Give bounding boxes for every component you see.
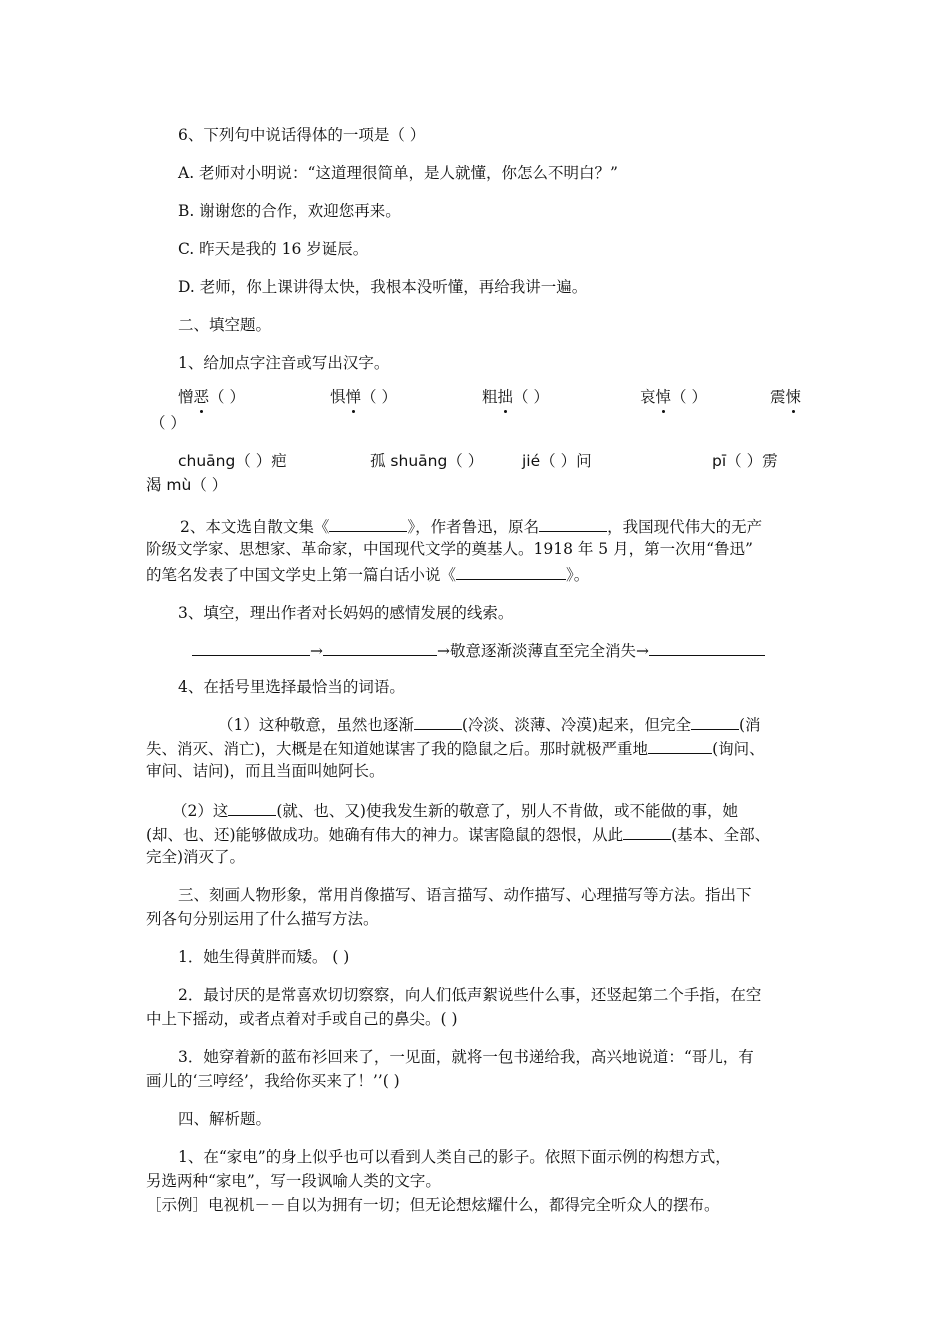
word-item-wrap: （ ）: [150, 414, 186, 432]
s2-q3-stem: 3、填空，理出作者对长妈妈的感情发展的线索。: [178, 604, 514, 622]
s3-item-2-line1: 2．最讨厌的是常喜欢切切察察，向人们低声絮说些什么事，还竖起第二个手指，在空: [178, 986, 762, 1004]
section4-title: 四、解析题。: [178, 1110, 272, 1128]
section3-title-line1: 三、刻画人物形象，常用肖像描写、语言描写、动作描写、心理描写等方法。指出下: [178, 886, 752, 904]
s3-item-3-line2: 画儿的‘三哼经’，我给你买来了！’’( ): [146, 1072, 400, 1090]
section2-title: 二、填空题。: [178, 316, 272, 334]
word-item: 震悚: [770, 388, 802, 406]
s2-q4-p1-line3: 审问、诘问)，而且当面叫她阿长。: [146, 762, 385, 780]
s2-q3-chain: → →敬意逐渐淡薄直至完全消失→: [192, 642, 765, 660]
pinyin-item: chuāng（ ）疤: [178, 452, 287, 470]
pinyin-item: pī（ ）雳: [712, 452, 778, 470]
q6-option-b: B. 谢谢您的合作，欢迎您再来。: [178, 202, 401, 220]
s3-item-3-line1: 3．她穿着新的蓝布衫回来了，一见面，就将一包书递给我，高兴地说道：“哥儿，有: [178, 1048, 754, 1066]
word-item: 哀悼（ ）: [640, 388, 707, 406]
word-item: 惧惮（ ）: [330, 388, 397, 406]
pinyin-item-wrap: 渴 mù（ ）: [146, 476, 228, 494]
q6-option-d: D. 老师，你上课讲得太快，我根本没听懂，再给我讲一遍。: [178, 278, 588, 296]
s2-q2-line3: 的笔名发表了中国文学史上第一篇白话小说《 》。: [146, 566, 590, 584]
pinyin-item: jié（ ）问: [522, 452, 592, 470]
s4-example: ［示例］电视机－－自以为拥有一切；但无论想炫耀什么，都得完全听众人的摆布。: [146, 1196, 720, 1214]
s4-q1-line1: 1、在“家电”的身上似乎也可以看到人类自己的影子。依照下面示例的构想方式，: [178, 1148, 731, 1166]
section3-title-line2: 列各句分别运用了什么描写方法。: [146, 910, 379, 928]
q6-stem: 6、下列句中说话得体的一项是（ ）: [178, 126, 426, 144]
s2-q2-line1: 2、本文选自散文集《 》，作者鲁迅，原名 ，我国现代伟大的无产: [180, 518, 763, 536]
s2-q4-p2-line3: 完全)消灭了。: [146, 848, 246, 866]
s3-item-1: 1．她生得黄胖而矮。 ( ): [178, 948, 350, 966]
s2-q4-p2-line2: (却、也、还)能够做成功。她确有伟大的神力。谋害隐鼠的怨恨，从此 (基本、全部、: [146, 826, 771, 844]
s2-q4-p2-line1: （2）这 (就、也、又)使我发生新的敬意了，别人不肯做，或不能做的事，她: [172, 802, 738, 820]
s2-q4-p1-line2: 失、消灭、消亡)，大概是在知道她谋害了我的隐鼠之后。那时就极严重地 (询问、: [146, 740, 765, 758]
word-item: 憎恶（ ）: [178, 388, 245, 406]
q6-option-a: A. 老师对小明说：“这道理很简单，是人就懂，你怎么不明白？”: [178, 164, 618, 182]
s2-q2-line2: 阶级文学家、思想家、革命家，中国现代文学的奠基人。1918 年 5 月，第一次用“鲁迅”: [146, 540, 753, 558]
word-item: 粗拙（ ）: [482, 388, 549, 406]
s3-item-2-line2: 中上下摇动，或者点着对手或自己的鼻尖。( ): [146, 1010, 458, 1028]
s2-q4-p1-line1: （1）这种敬意，虽然也逐渐 (冷淡、淡薄、冷漠)起来，但完全 (消: [218, 716, 761, 734]
s2-q1-stem: 1、给加点字注音或写出汉字。: [178, 354, 390, 372]
s2-q4-stem: 4、在括号里选择最恰当的词语。: [178, 678, 405, 696]
pinyin-item: 孤 shuāng（ ）: [370, 452, 484, 470]
q6-option-c: C. 昨天是我的 16 岁诞辰。: [178, 240, 369, 258]
s4-q1-line2: 另选两种“家电”，写一段讽喻人类的文字。: [146, 1172, 441, 1190]
